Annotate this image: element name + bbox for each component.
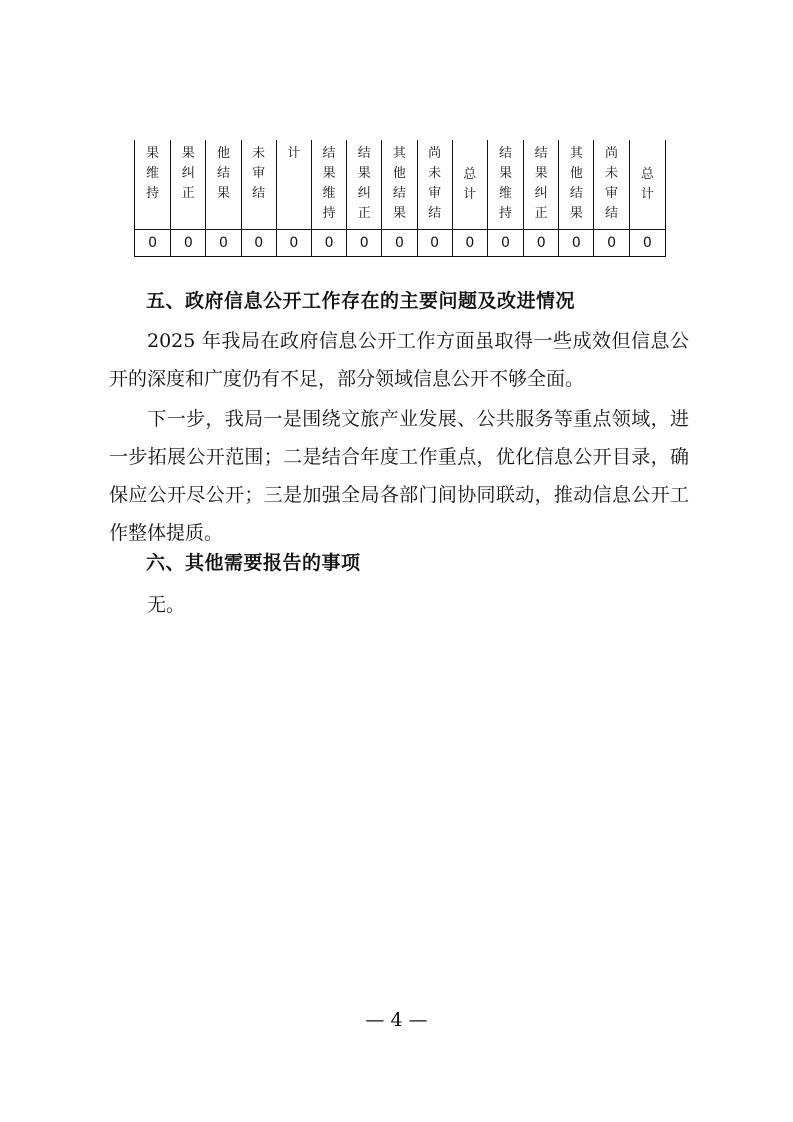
value-cell: 0 xyxy=(417,230,452,257)
header-cell: 总 计 xyxy=(452,140,487,230)
value-cell: 0 xyxy=(559,230,594,257)
value-cell: 0 xyxy=(524,230,559,257)
value-cell: 0 xyxy=(311,230,346,257)
header-cell: 尚 未 审 结 xyxy=(594,140,629,230)
value-cell: 0 xyxy=(206,230,241,257)
value-cell: 0 xyxy=(487,230,523,257)
value-cell: 0 xyxy=(171,230,206,257)
header-cell: 果 维 持 xyxy=(135,140,171,230)
value-cell: 0 xyxy=(241,230,276,257)
value-cell: 0 xyxy=(347,230,382,257)
value-cell: 0 xyxy=(629,230,665,257)
section-5-paragraph-1 xyxy=(109,322,689,398)
table-value-row xyxy=(135,230,666,257)
value-cell: 0 xyxy=(594,230,629,257)
header-cell: 计 xyxy=(276,140,311,230)
value-cell: 0 xyxy=(452,230,487,257)
header-cell: 其 他 结 果 xyxy=(382,140,417,230)
section-5-heading: 五、政府信息公开工作存在的主要问题及改进情况 xyxy=(146,290,576,312)
paragraph-text: 2025 年我局在政府信息公开工作方面虽取得一些成效但信息公开的深度和广度仍有不足，部分领域信息公开不够全面。 xyxy=(109,330,689,390)
review-litigation-table xyxy=(134,140,666,257)
paragraph-text: 无。 xyxy=(147,594,186,616)
header-cell: 结 果 维 持 xyxy=(311,140,346,230)
paragraph-text: 下一步，我局一是围绕文旅产业发展、公共服务等重点领域，进一步拓展公开范围；二是结合年度工作重点，优化信息公开目录，确保应公开尽公开；三是加强全局各部门间协同联动，推动信息公开工作整体提质。 xyxy=(109,408,689,544)
header-cell: 结 果 纠 正 xyxy=(347,140,382,230)
header-cell: 其 他 结 果 xyxy=(559,140,594,230)
page-number: — 4 — xyxy=(365,1009,428,1031)
value-cell: 0 xyxy=(276,230,311,257)
header-cell: 未 审 结 xyxy=(241,140,276,230)
header-cell: 结 果 维 持 xyxy=(487,140,523,230)
section-5-paragraph-2 xyxy=(109,400,689,552)
header-cell: 果 纠 正 xyxy=(171,140,206,230)
header-cell: 结 果 纠 正 xyxy=(524,140,559,230)
section-6-paragraph-1 xyxy=(109,586,689,624)
header-cell: 尚 未 审 结 xyxy=(417,140,452,230)
value-cell: 0 xyxy=(382,230,417,257)
header-cell: 他 结 果 xyxy=(206,140,241,230)
section-6-heading: 六、其他需要报告的事项 xyxy=(146,552,361,574)
table-header-row xyxy=(135,140,666,230)
header-cell: 总 计 xyxy=(629,140,665,230)
statistics-table xyxy=(134,140,666,257)
value-cell: 0 xyxy=(135,230,171,257)
